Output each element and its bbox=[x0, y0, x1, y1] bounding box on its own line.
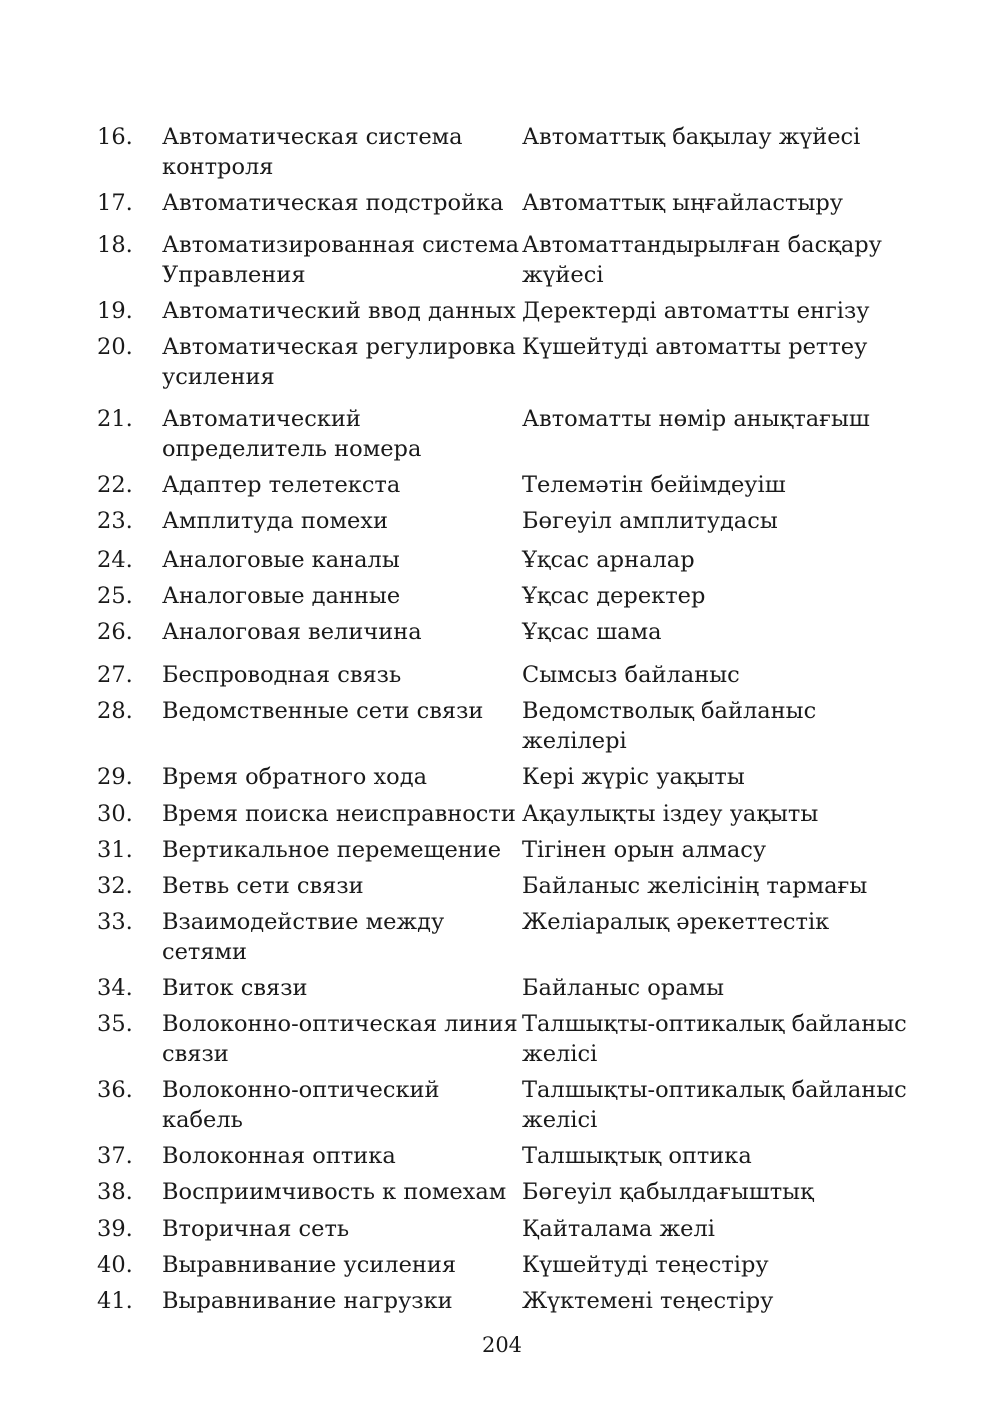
russian-term: Взаимодействие между сетями bbox=[162, 909, 445, 965]
glossary-row bbox=[97, 1141, 927, 1171]
kazakh-term: Байланыс орамы bbox=[522, 975, 725, 1001]
page-number: 204 bbox=[481, 1333, 523, 1357]
entry-number: 27. bbox=[97, 662, 133, 688]
kazakh-term: Тігінен орын алмасу bbox=[522, 837, 767, 863]
glossary-row bbox=[97, 835, 927, 865]
entry-number: 25. bbox=[97, 583, 133, 609]
russian-term: Автоматический ввод данных bbox=[162, 298, 516, 324]
kazakh-term: Ұқсас арналар bbox=[522, 547, 695, 573]
glossary-row bbox=[97, 1286, 927, 1316]
kazakh-term: Телемәтін бейімдеуіш bbox=[522, 472, 786, 498]
kazakh-term: Автоматтық бақылау жүйесі bbox=[522, 124, 861, 150]
kazakh-term: Бөгеуіл амплитудасы bbox=[522, 508, 778, 534]
entry-number: 23. bbox=[97, 508, 133, 534]
kazakh-term: Күшейтуді теңестіру bbox=[522, 1252, 769, 1278]
kazakh-term: Талшықты-оптикалық байланыс желісі bbox=[522, 1077, 907, 1133]
russian-term: Амплитуда помехи bbox=[162, 508, 388, 534]
russian-term: Волоконная оптика bbox=[162, 1143, 396, 1169]
russian-term: Вертикальное перемещение bbox=[162, 837, 502, 863]
russian-term: Адаптер телетекста bbox=[162, 472, 401, 498]
russian-term: Время обратного хода bbox=[162, 764, 427, 790]
glossary-table bbox=[97, 122, 927, 1316]
russian-term: Вторичная сеть bbox=[162, 1216, 350, 1242]
kazakh-term: Ақаулықты іздеу уақыты bbox=[522, 801, 819, 827]
glossary-row bbox=[97, 973, 927, 1003]
kazakh-term: Желіаралық әрекеттестік bbox=[522, 909, 830, 935]
russian-term: Восприимчивость к помехам bbox=[162, 1179, 507, 1205]
russian-term: Автоматическая регулировка усиления bbox=[162, 334, 516, 390]
entry-number: 35. bbox=[97, 1011, 133, 1037]
glossary-row bbox=[97, 799, 927, 829]
entry-number: 19. bbox=[97, 298, 133, 324]
entry-number: 37. bbox=[97, 1143, 133, 1169]
kazakh-term: Талшықтық оптика bbox=[522, 1143, 752, 1169]
kazakh-term: Сымсыз байланыс bbox=[522, 662, 740, 688]
entry-number: 16. bbox=[97, 124, 133, 150]
entry-number: 32. bbox=[97, 873, 133, 899]
glossary-row bbox=[97, 545, 927, 575]
entry-number: 28. bbox=[97, 698, 133, 724]
entry-number: 20. bbox=[97, 334, 133, 360]
russian-term: Время поиска неисправности bbox=[162, 801, 516, 827]
russian-term: Ведомственные сети связи bbox=[162, 698, 484, 724]
entry-number: 36. bbox=[97, 1077, 133, 1103]
glossary-row bbox=[97, 470, 927, 500]
entry-number: 26. bbox=[97, 619, 133, 645]
kazakh-term: Автоматтық ыңғайластыру bbox=[522, 190, 844, 216]
entry-number: 29. bbox=[97, 764, 133, 790]
entry-number: 18. bbox=[97, 232, 133, 258]
glossary-row bbox=[97, 660, 927, 690]
glossary-row bbox=[97, 332, 927, 392]
kazakh-term: Күшейтуді автоматты реттеу bbox=[522, 334, 868, 360]
russian-term: Ветвь сети связи bbox=[162, 873, 364, 899]
kazakh-term: Қайталама желі bbox=[522, 1216, 715, 1242]
glossary-row bbox=[97, 907, 927, 967]
kazakh-term: Деректерді автоматты енгізу bbox=[522, 298, 870, 324]
glossary-row bbox=[97, 696, 927, 756]
glossary-row bbox=[97, 1214, 927, 1244]
russian-term: Беспроводная связь bbox=[162, 662, 402, 688]
kazakh-term: Кері жүріс уақыты bbox=[522, 764, 745, 790]
kazakh-term: Байланыс желісінің тармағы bbox=[522, 873, 868, 899]
kazakh-term: Ведомстволық байланыс желілері bbox=[522, 698, 817, 754]
entry-number: 22. bbox=[97, 472, 133, 498]
russian-term: Автоматизированная система Управления bbox=[162, 232, 519, 288]
entry-number: 40. bbox=[97, 1252, 133, 1278]
russian-term: Автоматический определитель номера bbox=[162, 406, 422, 462]
entry-number: 24. bbox=[97, 547, 133, 573]
entry-number: 38. bbox=[97, 1179, 133, 1205]
glossary-row bbox=[97, 581, 927, 611]
entry-number: 33. bbox=[97, 909, 133, 935]
entry-number: 41. bbox=[97, 1288, 133, 1314]
glossary-row bbox=[97, 188, 927, 218]
entry-number: 21. bbox=[97, 406, 133, 432]
russian-term: Автоматическая система контроля bbox=[162, 124, 463, 180]
entry-number: 17. bbox=[97, 190, 133, 216]
entry-number: 31. bbox=[97, 837, 133, 863]
russian-term: Автоматическая подстройка bbox=[162, 190, 504, 216]
glossary-row bbox=[97, 617, 927, 647]
kazakh-term: Автоматтандырылған басқару жүйесі bbox=[522, 232, 882, 288]
russian-term: Аналоговая величина bbox=[162, 619, 422, 645]
glossary-row bbox=[97, 1177, 927, 1207]
glossary-row bbox=[97, 506, 927, 536]
kazakh-term: Автоматты нөмір анықтағыш bbox=[522, 406, 870, 432]
russian-term: Волоконно-оптический кабель bbox=[162, 1077, 440, 1133]
russian-term: Выравнивание нагрузки bbox=[162, 1288, 453, 1314]
russian-term: Виток связи bbox=[162, 975, 308, 1001]
glossary-row bbox=[97, 296, 927, 326]
kazakh-term: Бөгеуіл қабылдағыштық bbox=[522, 1179, 814, 1205]
kazakh-term: Ұқсас шама bbox=[522, 619, 662, 645]
glossary-row bbox=[97, 1075, 927, 1135]
russian-term: Выравнивание усиления bbox=[162, 1252, 457, 1278]
kazakh-term: Жүктемені теңестіру bbox=[522, 1288, 774, 1314]
glossary-row bbox=[97, 1009, 927, 1069]
russian-term: Волоконно-оптическая линия связи bbox=[162, 1011, 518, 1067]
entry-number: 30. bbox=[97, 801, 133, 827]
glossary-row bbox=[97, 762, 927, 792]
russian-term: Аналоговые каналы bbox=[162, 547, 400, 573]
entry-number: 39. bbox=[97, 1216, 133, 1242]
russian-term: Аналоговые данные bbox=[162, 583, 401, 609]
glossary-row bbox=[97, 404, 927, 464]
glossary-row bbox=[97, 871, 927, 901]
glossary-row bbox=[97, 230, 927, 290]
kazakh-term: Талшықты-оптикалық байланыс желісі bbox=[522, 1011, 907, 1067]
entry-number: 34. bbox=[97, 975, 133, 1001]
kazakh-term: Ұқсас деректер bbox=[522, 583, 706, 609]
glossary-row bbox=[97, 122, 927, 182]
glossary-row bbox=[97, 1250, 927, 1280]
